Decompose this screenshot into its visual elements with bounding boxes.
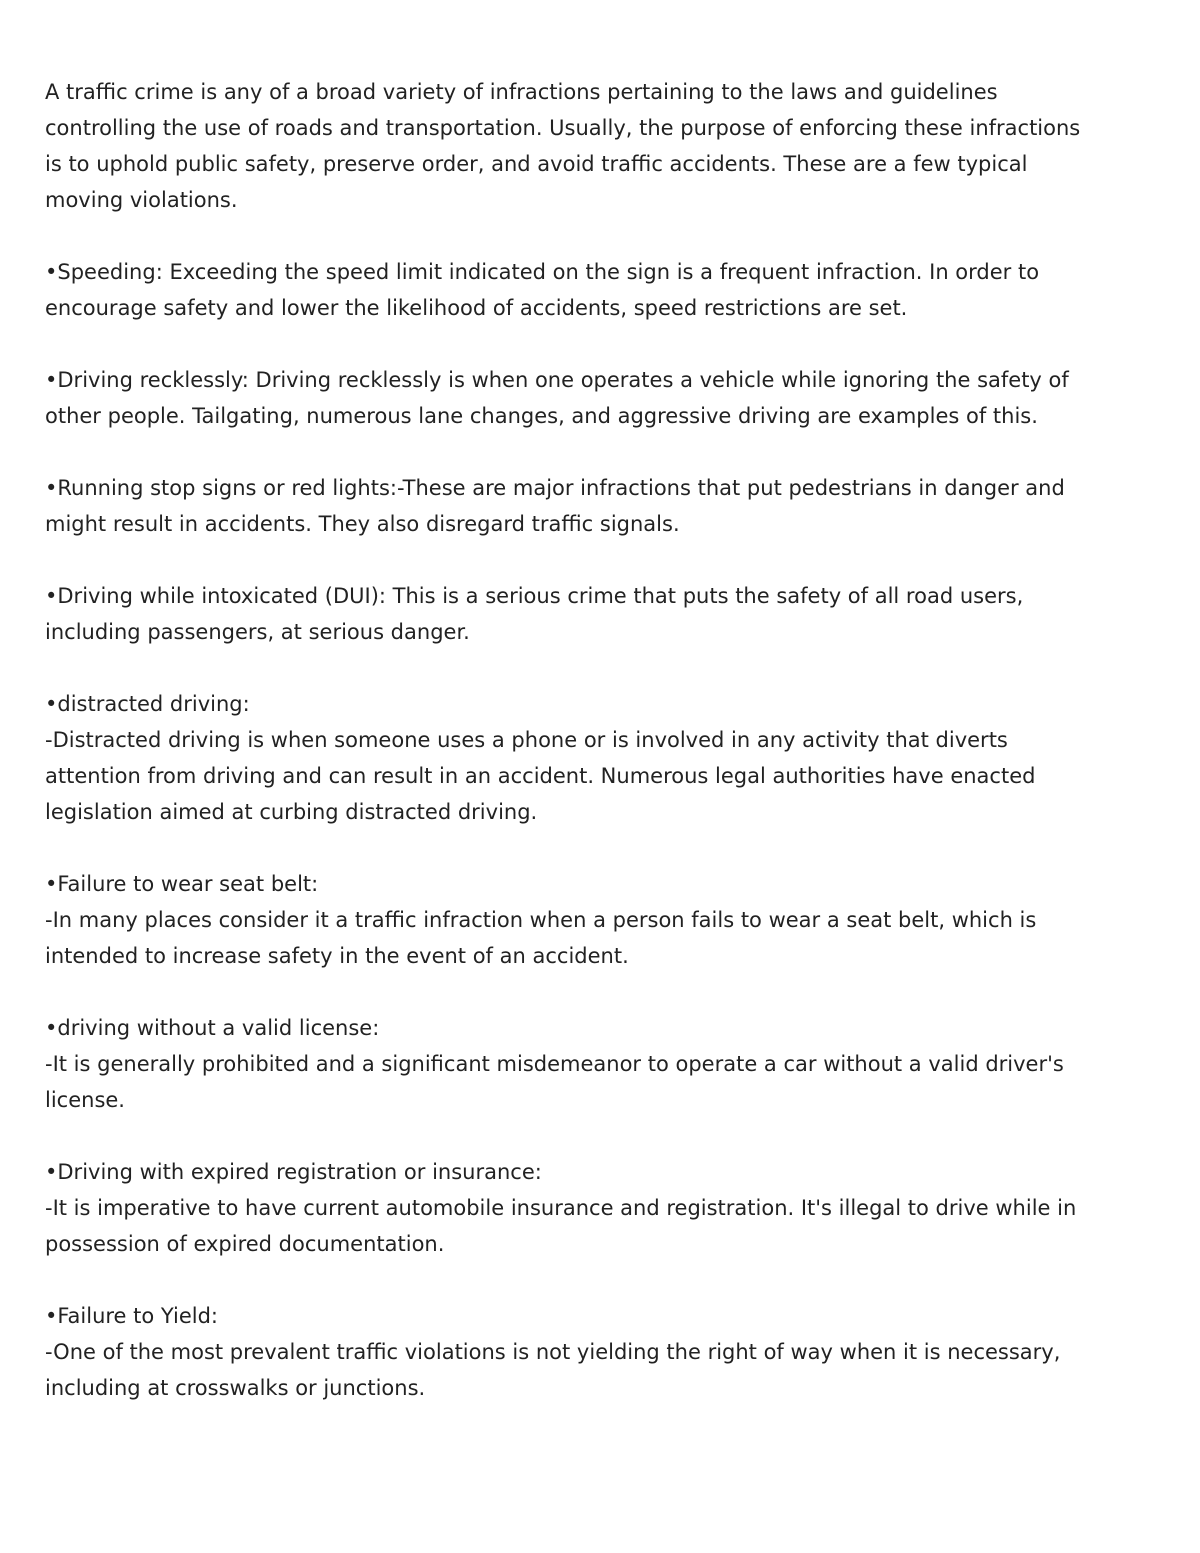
text-line: •Running stop signs or red lights:-These are major infractions that put pedestrians in danger and bbox=[45, 476, 1065, 500]
text-line: •Driving with expired registration or insurance: bbox=[45, 1160, 542, 1184]
text-line: encourage safety and lower the likelihood of accidents, speed restrictions are set. bbox=[45, 296, 908, 320]
text-line: -One of the most prevalent traffic violations is not yielding the right of way when it is necessary, bbox=[45, 1340, 1061, 1364]
text-line: including at crosswalks or junctions. bbox=[45, 1376, 426, 1400]
text-line: moving violations. bbox=[45, 188, 238, 212]
text-line: including passengers, at serious danger. bbox=[45, 620, 470, 644]
text-line: •Failure to wear seat belt: bbox=[45, 872, 319, 896]
text-line: -It is imperative to have current automobile insurance and registration. It's illegal to drive while in bbox=[45, 1196, 1077, 1220]
document-body bbox=[45, 74, 1155, 1442]
text-line: -Distracted driving is when someone uses a phone or is involved in any activity that diverts bbox=[45, 728, 1008, 752]
text-line: other people. Tailgating, numerous lane changes, and aggressive driving are examples of this. bbox=[45, 404, 1038, 428]
text-line: •Driving recklessly: Driving recklessly is when one operates a vehicle while ignoring the safety of bbox=[45, 368, 1069, 392]
distracted-driving-paragraph bbox=[45, 686, 1155, 830]
license-paragraph bbox=[45, 1010, 1155, 1118]
text-line: might result in accidents. They also disregard traffic signals. bbox=[45, 512, 680, 536]
speeding-paragraph bbox=[45, 254, 1155, 326]
text-line: is to uphold public safety, preserve order, and avoid traffic accidents. These are a few typical bbox=[45, 152, 1028, 176]
text-line: -In many places consider it a traffic infraction when a person fails to wear a seat belt, which is bbox=[45, 908, 1037, 932]
text-line: controlling the use of roads and transportation. Usually, the purpose of enforcing these infractions bbox=[45, 116, 1081, 140]
text-line: •distracted driving: bbox=[45, 692, 250, 716]
reckless-driving-paragraph bbox=[45, 362, 1155, 434]
expired-registration-paragraph bbox=[45, 1154, 1155, 1262]
text-line: A traffic crime is any of a broad variety of infractions pertaining to the laws and guidelines bbox=[45, 80, 998, 104]
text-line: •Speeding: Exceeding the speed limit indicated on the sign is a frequent infraction. In order to bbox=[45, 260, 1040, 284]
dui-paragraph bbox=[45, 578, 1155, 650]
text-line: possession of expired documentation. bbox=[45, 1232, 445, 1256]
text-line: •Failure to Yield: bbox=[45, 1304, 218, 1328]
text-line: attention from driving and can result in an accident. Numerous legal authorities have enacted bbox=[45, 764, 1036, 788]
text-line: license. bbox=[45, 1088, 125, 1112]
text-line: •driving without a valid license: bbox=[45, 1016, 380, 1040]
seat-belt-paragraph bbox=[45, 866, 1155, 974]
stop-signs-paragraph bbox=[45, 470, 1155, 542]
text-line: legislation aimed at curbing distracted driving. bbox=[45, 800, 538, 824]
failure-to-yield-paragraph bbox=[45, 1298, 1155, 1406]
text-line: •Driving while intoxicated (DUI): This is a serious crime that puts the safety of all road users, bbox=[45, 584, 1024, 608]
text-line: intended to increase safety in the event of an accident. bbox=[45, 944, 629, 968]
intro-paragraph bbox=[45, 74, 1155, 218]
text-line: -It is generally prohibited and a significant misdemeanor to operate a car without a valid driver's bbox=[45, 1052, 1064, 1076]
